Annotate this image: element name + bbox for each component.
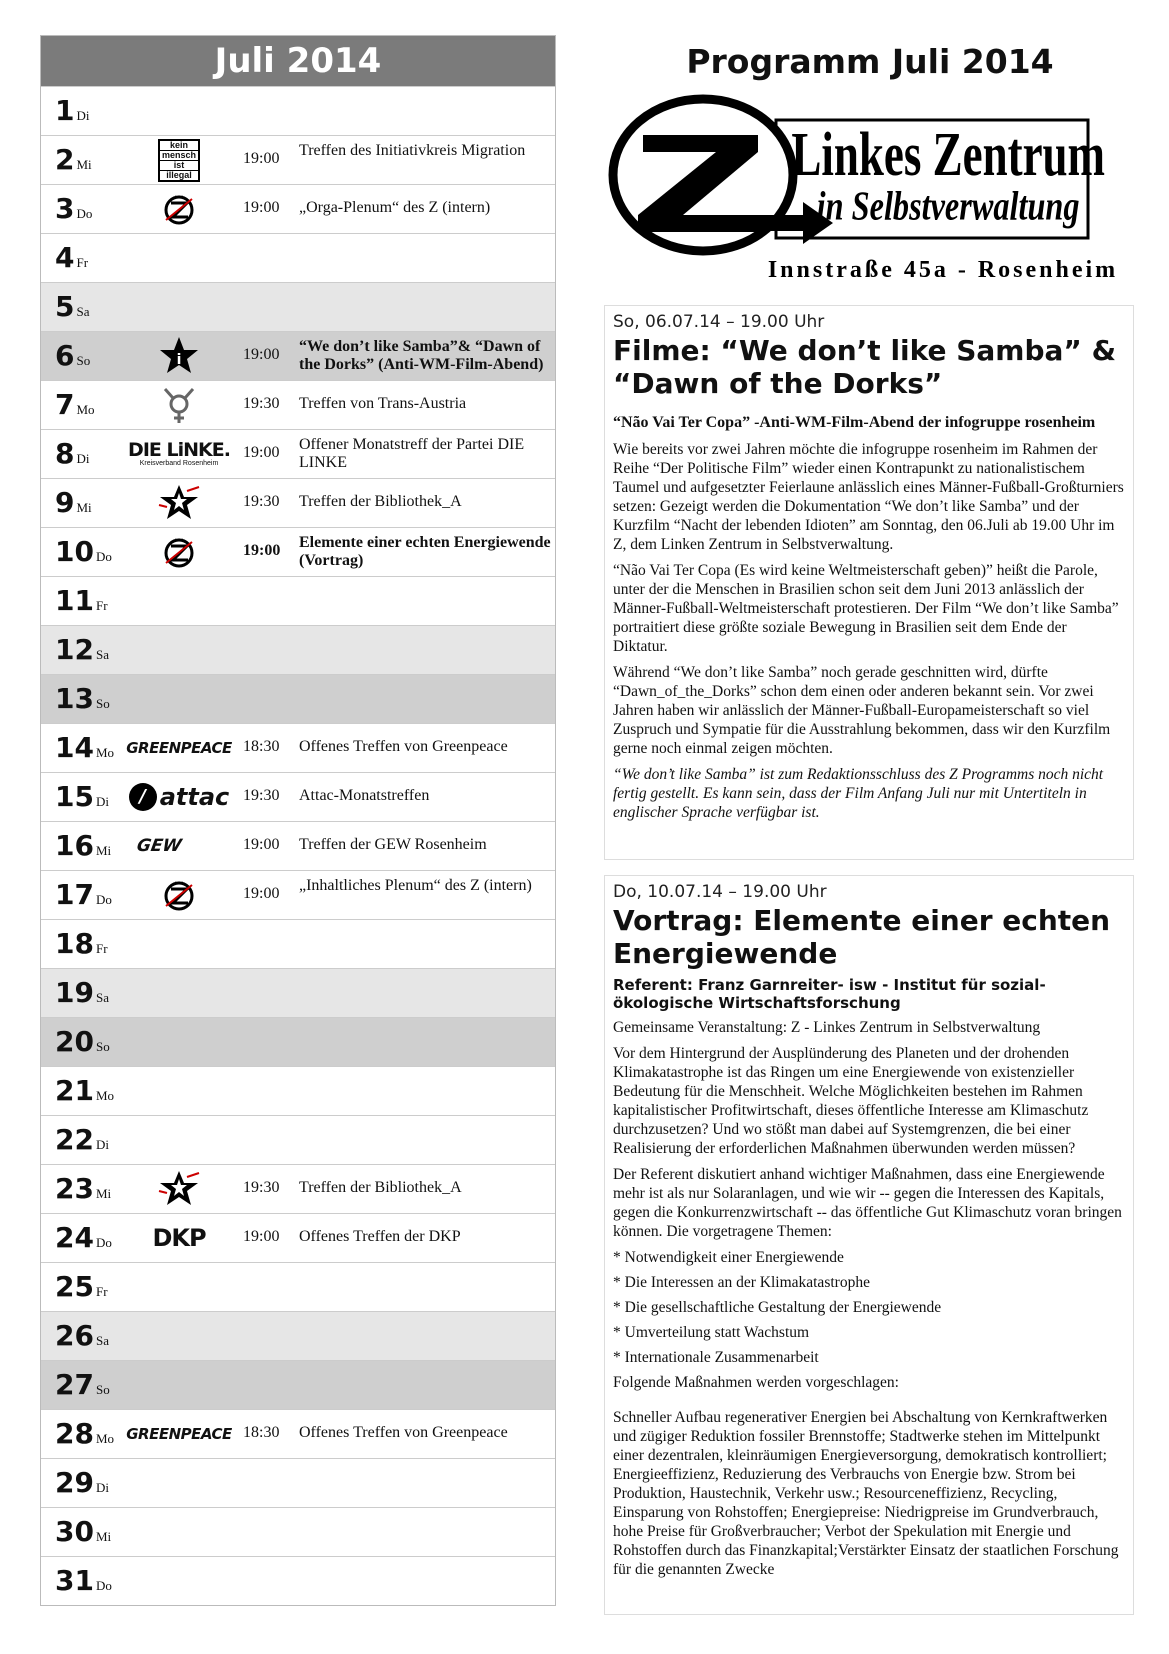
day-number-value: 27 [55, 1368, 94, 1401]
weekday-name: Di [95, 1137, 109, 1152]
day-number [55, 976, 109, 1015]
logo-word: kein [160, 141, 198, 151]
die-linke-logo-text: DIE LiNKE. [128, 439, 230, 461]
svg-text:. . .: . . . [175, 878, 183, 884]
day-number [55, 437, 89, 476]
event-time: 19:30 [243, 787, 280, 804]
event-logo [123, 190, 235, 228]
event-time: 18:30 [243, 1424, 280, 1441]
weekday-name: Fr [95, 598, 108, 613]
gew-logo: GEW [135, 836, 183, 856]
event-time: 19:30 [243, 395, 280, 412]
day-number-value: 23 [55, 1172, 94, 1205]
day-number-value: 24 [55, 1221, 94, 1254]
day-number-value: 19 [55, 976, 94, 1009]
paragraph: Schneller Aufbau regenerativer Energien bei Abschaltung von Kernkraftwerken und zügiger Reduktion fossiler Brennstoffe; Stadtwerke stehen im Mittelpunkt einer dezentralen, kleinräumigen Energieversorgung, demokratisch kontrolliert; Energieeffizienz, Reduzierung des Verbrauchs von Energie bzw. Strom bei Produktion, Haustechnik, Verkehr usw.; Resourceneffizienz, Recycling, Einsparung von Rohstoffen; Energiepreise: Niedrigpreise im Grundverbrauch, hohe Preise für Großverbraucher; Verbot der Spekulation mit Energie und Rohstoffen durch das Finanzkapital;Verstärkter Einsatz der staatlichen Forschung für die genannten Zwecke [613, 1409, 1119, 1578]
z-circle-logo [157, 533, 201, 571]
day-number-value: 18 [55, 927, 94, 960]
event-logo [123, 1415, 235, 1453]
day-number [55, 388, 95, 427]
event-headline: Vortrag: Elemente einer echten Energiewende [613, 904, 1111, 970]
attac-icon: / [129, 783, 157, 811]
calendar-day-row [41, 576, 555, 625]
weekday-name: Do [76, 206, 93, 221]
calendar-day-row [41, 919, 555, 968]
kein-mensch-ist-illegal-logo [158, 139, 200, 182]
event-title: Treffen der Bibliothek_A [299, 1179, 462, 1196]
star-logo [159, 336, 199, 376]
paragraph: Während “We don’t like Samba” noch gerade geschnitten wird, dürfte “Dawn_of_the_Dorks” schon dem einen oder anderen bekannt sein. Vor zwei Jahren haben wir anlässlich der Männer-Fußball-Europameisterschaft so viel Zuspruch und Sympatie für die Ausstrahlung bekommen, dass wir den Kurzfilm gerne noch einmal zeigen möchten. [613, 664, 1111, 757]
calendar-day-row [41, 1017, 555, 1066]
paragraph: Der Referent diskutiert anhand wichtiger Maßnahmen, dass eine Energiewende mehr ist als nur Solaranlagen, und wie wir -- gegen die Interessen des Kapitals, gegen die Konkurrenzwirtschaft -- das öffentliche Gut Klimaschutz voran bringen können. Die vorgetragene Themen: [613, 1166, 1122, 1240]
topic-item: * Notwendigkeit einer Energiewende [613, 1249, 844, 1266]
logo-line1: Linkes Zentrum [791, 118, 1106, 189]
day-number-value: 4 [55, 241, 75, 274]
event-film-box [604, 305, 1134, 860]
weekday-name: Mo [76, 402, 95, 417]
day-number-value: 16 [55, 829, 94, 862]
weekday-name: Di [76, 108, 90, 123]
event-time: 19:00 [243, 199, 280, 216]
day-number [55, 1515, 111, 1554]
bibliothek-a-star-logo [153, 1169, 205, 1209]
paragraph: Gemeinsame Veranstaltung: Z - Linkes Zentrum in Selbstverwaltung [613, 1019, 1041, 1036]
event-title: „Orga-Plenum“ des Z (intern) [299, 199, 491, 216]
day-number [55, 1466, 109, 1505]
attac-logo [129, 783, 230, 811]
z-circle-logo [157, 190, 201, 228]
logo-word: illegal [166, 169, 192, 180]
calendar-day-row [41, 821, 555, 870]
day-number-value: 31 [55, 1564, 94, 1597]
day-number-value: 10 [55, 535, 94, 568]
calendar-day-row [41, 870, 555, 919]
greenpeace-logo: GREENPEACE [126, 1425, 232, 1443]
calendar-day-row [41, 674, 555, 723]
day-number-value: 15 [55, 780, 94, 813]
day-number [55, 1319, 109, 1358]
weekday-name: Di [95, 1480, 109, 1495]
calendar-day-row [41, 233, 555, 282]
z-circle-logo [157, 876, 201, 914]
event-time: 19:00 [243, 542, 281, 559]
event-headline: Filme: “We don’t like Samba” & “Dawn of the Dorks” [613, 334, 1116, 400]
bibliothek-a-star-logo [153, 483, 205, 523]
paragraph: Vor dem Hintergrund der Ausplünderung des Planeten und der drohenden Klimakatastrophe ist das Ringen um eine Energiewende von existenzieller Bedeutung für die Menschheit. Welche Möglichkeiten bestehen im Rahmen kapitalistischer Profitwirtschaft, dieses öffentliche Interesse am Klimaschutz durchzusetzen? Und wo stößt man dabei auf Systemgrenzen, die bei einer Realisierung der erforderlichen Maßnahmen überwunden werden müssen? [613, 1045, 1089, 1157]
dkp-logo-text: DKP [152, 1224, 206, 1252]
day-number [55, 1221, 112, 1260]
logo-address: Innstraße 45a - Rosenheim [767, 257, 1118, 283]
day-number [55, 584, 108, 623]
day-number [55, 535, 112, 574]
event-logo [123, 876, 235, 914]
event-title: Treffen des Initiativkreis Migration [299, 142, 526, 159]
day-number-value: 6 [55, 339, 75, 372]
day-number-value: 17 [55, 878, 94, 911]
day-number-value: 28 [55, 1417, 94, 1450]
day-number [55, 1172, 111, 1211]
weekday-name: Do [95, 549, 112, 564]
event-speaker: Referent: Franz Garnreiter- isw - Institut für sozial-ökologische Wirtschaftsforschung [613, 976, 1046, 1012]
event-logo [123, 386, 235, 424]
calendar-day-row [41, 184, 555, 233]
weekday-name: Do [95, 1578, 112, 1593]
day-number [55, 1270, 108, 1309]
day-number [55, 1123, 109, 1162]
event-time: 19:00 [243, 346, 280, 363]
calendar-day-row [41, 1409, 555, 1458]
event-time: 19:00 [243, 444, 280, 461]
event-time: 19:00 [243, 885, 280, 902]
weekday-name: Di [76, 451, 90, 466]
program-title: Programm Juli 2014 [686, 42, 1054, 81]
weekday-name: Sa [95, 647, 109, 662]
day-number-value: 8 [55, 437, 75, 470]
dkp-logo [152, 1226, 205, 1250]
weekday-name: Di [95, 794, 109, 809]
day-number-value: 14 [55, 731, 94, 764]
event-time: 18:30 [243, 738, 280, 755]
day-number-value: 20 [55, 1025, 94, 1058]
day-number [55, 633, 109, 672]
calendar-day-row [41, 1213, 555, 1262]
weekday-name: So [76, 353, 91, 368]
event-logo [123, 1170, 235, 1208]
calendar-rows [41, 86, 555, 1605]
event-time: 19:30 [243, 493, 280, 510]
topic-item: * Umverteilung statt Wachstum [613, 1324, 810, 1341]
calendar-day-row [41, 527, 555, 576]
weekday-name: Mo [95, 745, 115, 760]
calendar-day-row [41, 331, 555, 380]
logo-word: mensch [161, 149, 196, 160]
weekday-name: Do [95, 1235, 112, 1250]
event-title: Offenes Treffen von Greenpeace [299, 738, 508, 755]
day-number-value: 5 [55, 290, 75, 323]
transgender-icon [159, 385, 199, 425]
event-title: Offener Monatstreff der Partei DIE LINKE [299, 436, 525, 471]
event-title: Treffen der GEW Rosenheim [299, 836, 487, 853]
calendar-day-row [41, 380, 555, 429]
calendar-day-row [41, 625, 555, 674]
paragraph: Folgende Maßnahmen werden vorgeschlagen: [613, 1374, 899, 1391]
calendar-day-row [41, 282, 555, 331]
day-number [55, 192, 92, 231]
day-number [55, 1417, 114, 1456]
event-title: Offenes Treffen von Greenpeace [299, 1424, 508, 1441]
calendar-day-row [41, 968, 555, 1017]
event-time: 19:30 [243, 1179, 280, 1196]
calendar-title: Juli 2014 [41, 36, 555, 86]
weekday-name: Mi [95, 843, 112, 858]
event-time: 19:00 [243, 836, 280, 853]
weekday-name: Do [95, 892, 112, 907]
svg-text:i: i [176, 352, 182, 368]
paragraph: “Não Vai Ter Copa (Es wird keine Weltmeisterschaft geben)” heißt die Parole, unter der die Menschen in Brasilien schon seit dem Juni 2013 anlässlich der Männer-Fußball-Weltmeisterschaft protestieren. Der Film “We don’t like Samba” portraitiert diese größte soziale Bewegung in Brasilien seit dem Ende der Diktatur. [613, 562, 1119, 655]
day-number [55, 780, 109, 819]
weekday-name: Sa [95, 1333, 109, 1348]
day-number [55, 339, 90, 378]
topic-item: * Die Interessen an der Klimakatastrophe [613, 1274, 870, 1291]
day-number-value: 11 [55, 584, 94, 617]
weekday-name: So [95, 1382, 110, 1397]
event-logo [123, 1219, 235, 1257]
calendar-day-row [41, 723, 555, 772]
day-number [55, 1368, 110, 1407]
die-linke-logo-subtext: Kreisverband Rosenheim [139, 460, 219, 467]
event-title: Treffen der Bibliothek_A [299, 493, 462, 510]
weekday-name: Mi [95, 1529, 112, 1544]
day-number-value: 1 [55, 94, 75, 127]
day-number-value: 7 [55, 388, 75, 421]
weekday-name: Mo [95, 1431, 115, 1446]
calendar-day-row [41, 1262, 555, 1311]
event-date: Do, 10.07.14 – 19.00 Uhr [613, 882, 827, 902]
event-time: 19:00 [243, 1228, 280, 1245]
event-title: „Inhaltliches Plenum“ des Z (intern) [299, 877, 532, 894]
day-number [55, 878, 112, 917]
day-number [55, 731, 114, 770]
day-number [55, 1025, 110, 1064]
day-number-value: 9 [55, 486, 75, 519]
weekday-name: Mi [95, 1186, 112, 1201]
calendar-day-row [41, 1507, 555, 1556]
day-number [55, 94, 89, 133]
logo-word: ist [160, 161, 198, 171]
weekday-name: Fr [95, 941, 108, 956]
calendar-day-row [41, 86, 555, 135]
weekday-name: Mo [95, 1088, 115, 1103]
calendar-day-row [41, 1458, 555, 1507]
event-logo [123, 337, 235, 375]
day-number [55, 927, 108, 966]
day-number-value: 21 [55, 1074, 94, 1107]
event-title: Elemente einer echten Energiewende (Vortrag) [299, 534, 551, 569]
event-title: Offenes Treffen der DKP [299, 1228, 461, 1245]
day-number [55, 486, 92, 525]
event-logo [123, 484, 235, 522]
weekday-name: So [95, 1039, 110, 1054]
event-logo [123, 533, 235, 571]
event-title: “We don’t like Samba”& “Dawn of the Dorks” (Anti-WM-Film-Abend) [299, 338, 544, 373]
day-number-value: 2 [55, 143, 75, 176]
day-number-value: 29 [55, 1466, 94, 1499]
weekday-name: Mi [76, 500, 92, 515]
day-number-value: 26 [55, 1319, 94, 1352]
day-number [55, 241, 88, 280]
paragraph: Wie bereits vor zwei Jahren möchte die infogruppe rosenheim im Rahmen der Reihe “Der Politische Film” wieder einen Kontrapunkt zu nationalistischem Taumel und aufgesetzter Feierlaune anlässlich eines Männer-Fußball-Großturniers setzen: Gezeigt werden die Dokumentation “We don’t like Samba” und der Kurzfilm “Nacht der lebenden Idioten” am Sonntag, den 06.Juli ab 19.00 Uhr im Z, dem Linken Zentrum in Selbstverwaltung. [613, 441, 1124, 553]
event-logo [123, 827, 235, 865]
calendar [40, 35, 556, 1606]
calendar-day-row [41, 1115, 555, 1164]
day-number-value: 3 [55, 192, 75, 225]
event-logo [123, 778, 235, 816]
day-number-value: 22 [55, 1123, 94, 1156]
event-logo [123, 141, 235, 179]
event-logo [123, 729, 235, 767]
event-date: So, 06.07.14 – 19.00 Uhr [613, 312, 825, 332]
event-time: 19:00 [243, 150, 280, 167]
day-number [55, 143, 92, 182]
calendar-day-row [41, 1556, 555, 1605]
event-subtitle: “Não Vai Ter Copa” -Anti-WM-Film-Abend der infogruppe rosenheim [613, 414, 1096, 431]
calendar-day-row [41, 1164, 555, 1213]
weekday-name: Fr [76, 255, 89, 270]
day-number-value: 13 [55, 682, 94, 715]
weekday-name: Sa [95, 990, 109, 1005]
calendar-day-row [41, 135, 555, 184]
calendar-day-row [41, 1360, 555, 1409]
calendar-day-row [41, 1066, 555, 1115]
weekday-name: Fr [95, 1284, 108, 1299]
attac-logo-text: attac [159, 783, 230, 811]
day-number-value: 30 [55, 1515, 94, 1548]
day-number-value: 12 [55, 633, 94, 666]
svg-text:. . .: . . . [175, 535, 183, 541]
logo-line2: in Selbstverwaltung [816, 183, 1080, 229]
calendar-day-row [41, 1311, 555, 1360]
calendar-day-row [41, 772, 555, 821]
calendar-day-row [41, 478, 555, 527]
svg-text:. . .: . . . [175, 192, 183, 198]
day-number [55, 290, 89, 329]
topic-item: * Internationale Zusammenarbeit [613, 1349, 819, 1366]
day-number [55, 682, 110, 721]
die-linke-logo [128, 441, 230, 467]
weekday-name: Sa [76, 304, 90, 319]
event-talk-box [604, 875, 1134, 1615]
event-title: Attac-Monatstreffen [299, 787, 430, 804]
linkes-zentrum-logo [608, 90, 1118, 290]
topic-item: * Die gesellschaftliche Gestaltung der Energiewende [613, 1299, 942, 1316]
weekday-name: So [95, 696, 110, 711]
day-number [55, 829, 111, 868]
paragraph-note: “We don’t like Samba” ist zum Redaktionsschluss des Z Programms noch nicht fertig gestellt. Es kann sein, dass der Film Anfang Juli nur mit Untertiteln in englischer Sprache verfügbar ist. [613, 766, 1104, 821]
day-number [55, 1074, 114, 1113]
weekday-name: Mi [76, 157, 92, 172]
event-logo [123, 435, 235, 473]
day-number-value: 25 [55, 1270, 94, 1303]
day-number [55, 1564, 112, 1603]
greenpeace-logo: GREENPEACE [126, 739, 232, 757]
calendar-day-row [41, 429, 555, 478]
event-title: Treffen von Trans-Austria [299, 395, 467, 412]
